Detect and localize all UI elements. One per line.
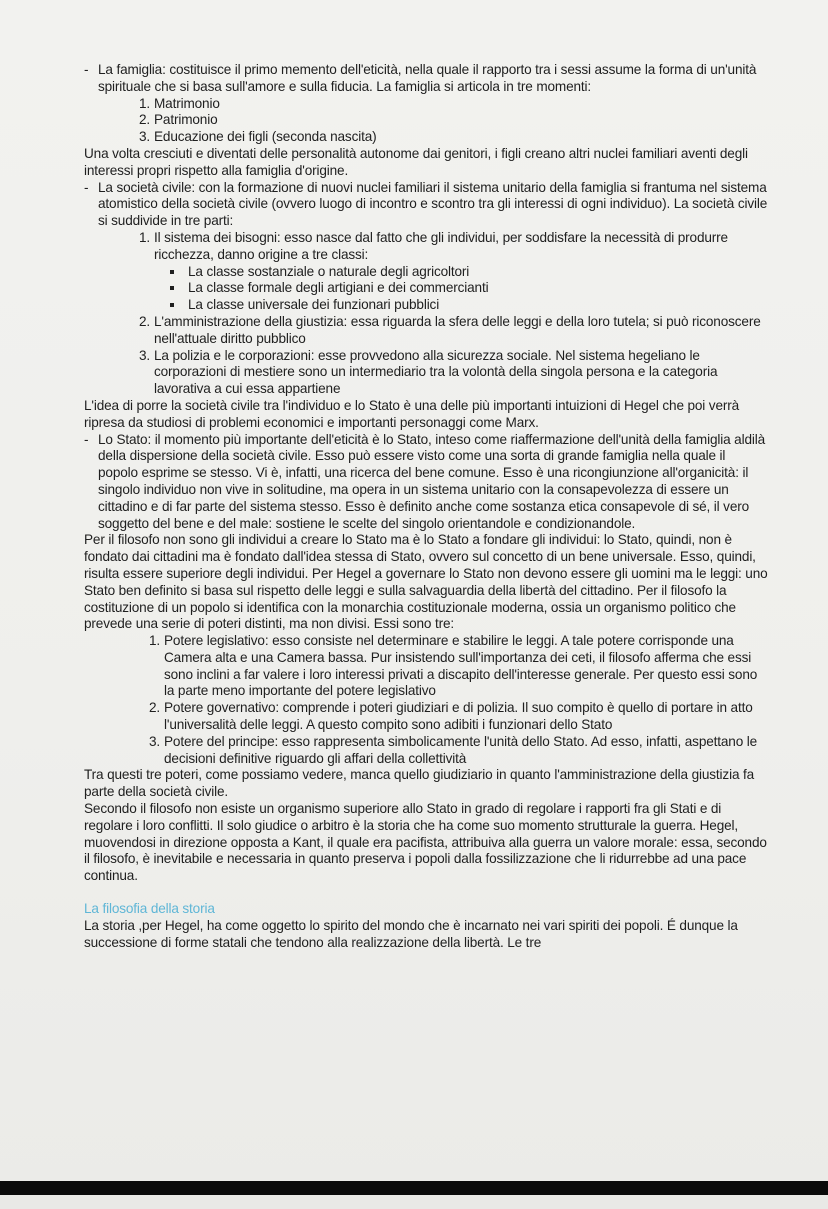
section-heading: La filosofia della storia xyxy=(84,901,215,917)
stato-paragraph-2: Secondo il filosofo non esiste un organismo superiore allo Stato in grado di regolare i rapporti fra gli Stati e di regolare i loro conflitti. Il solo giudice o arbitro è la storia che ha come suo momento strutturale la guerra. Hegel, muovendosi in direzione opposta a Kant, il quale era pacifista, attribuiva alla guerra un valore morale: essa, secondo il filosofo, è inevitabile e necessaria in quanto preserva i popoli dalla fossilizzazione che li ridurrebbe ad una pace continua. xyxy=(84,801,767,884)
list-item: 1. Potere legislativo: esso consiste nel determinare e stabilire le leggi. A tale potere corrisponde una Camera alta e una Camera bassa. Pur insistendo sull'importanza dei ceti, il filosofo afferma che essi sono inclini a far valere i loro interessi privati a discapito dell'interesse generale. Per questo essi sono la parte meno importante del potere legislativo xyxy=(148,633,758,699)
stato-text: Lo Stato: il momento più importante dell'eticità è lo Stato, inteso come riaffermazione dell'unità della famiglia aldilà della dispersione della società civile. Esso può essere visto come una sorta di grande famiglia nella quale il popolo esprime se stesso. Vi è, infatti, una ricerca del bene comune. Esso è una ricongiunzione all'organicità: il singolo individuo non vive in solitudine, ma opera in un sistema unitario con la consapevolezza di essere un cittadino e di far parte del sistema stesso. Esso è definito anche come sostanza etica consapevole di sé, il vero soggetto del bene e del male: sostiene le scelte del singolo orientandole e condizionandole. xyxy=(98,431,765,531)
stato-after-paragraph: Per il filosofo non sono gli individui a creare lo Stato ma è lo Stato a fondare gli individui: lo Stato, quindi, non è fondato dai cittadini ma è fondato dall'idea stessa di Stato, ovvero sul concetto di un bene universale. Esso, quindi, risulta essere superiore degli individui. Per Hegel a governare lo Stato non devono essere gli uomini ma le leggi: uno Stato ben definito si basa sul rispetto delle leggi e sulla salvaguardia della libertà del cittadino. Per il filosofo la costituzione di un popolo si identifica con la monarchia costituzionale moderna, ossia un organismo politico che prevede una serie di poteri distinti, ma non divisi. Essi sono tre: xyxy=(84,532,768,632)
storia-paragraph: La storia ,per Hegel, ha come oggetto lo spirito del mondo che è incarnato nei vari spiriti dei popoli. É dunque la successione di forme statali che tendono alla realizzazione della libertà. Le tre xyxy=(84,917,738,950)
list-item: 2. Potere governativo: comprende i poteri giudiziari e di polizia. Il suo compito è quello di portare in atto l'universalità delle leggi. A questo compito sono adibiti i funzionari dello Stato xyxy=(148,700,753,733)
famiglia-item xyxy=(84,62,768,96)
list-item: 2. L'amministrazione della giustizia: essa riguarda la sfera delle leggi e della loro tutela; si può riconoscere nell'attuale diritto pubblico xyxy=(138,313,761,346)
list-item: 3. La polizia e le corporazioni: esse provvedono alla sicurezza sociale. Nel sistema hegeliano le corporazioni di mestiere sono un intermediario tra la volontà della singola persona e la categoria lavorativa a cui essa appartiene xyxy=(138,347,718,397)
list-item: 3. Educazione dei figli (seconda nascita) xyxy=(138,129,377,145)
list-item: 3. Potere del principe: esso rappresenta simbolicamente l'unità dello Stato. Ad esso, infatti, aspettano le decisioni definitive riguardo gli affari della collettività xyxy=(148,733,758,766)
societa-after-paragraph: L'idea di porre la società civile tra l'individuo e lo Stato è una delle più importanti intuizioni di Hegel che poi verrà ripresa da studiosi di problemi economici e importanti personaggi come Marx. xyxy=(84,397,740,430)
societa-text: La società civile: con la formazione di nuovi nuclei familiari il sistema unitario della famiglia si frantuma nel sistema atomistico della società civile (ovvero luogo di incontro e scontro tra gli interessi di ogni individuo). La società civile si suddivide in tre parti: xyxy=(98,179,768,229)
societa-item xyxy=(84,180,768,230)
societa-parts-list-cont xyxy=(84,314,768,398)
bottom-edge xyxy=(0,1181,828,1195)
list-item: 1. Il sistema dei bisogni: esso nasce dal fatto che gli individui, per soddisfare la necessità di produrre ricchezza, danno origine a tre classi: xyxy=(138,229,728,262)
famiglia-moments-list xyxy=(84,96,768,146)
societa-parts-list xyxy=(84,230,768,264)
list-item: 2. Patrimonio xyxy=(138,112,218,128)
famiglia-text: La famiglia: costituisce il primo memento dell'eticità, nella quale il rapporto tra i sessi assume la forma di un'unità spirituale che si basa sull'amore e sulla fiducia. La famiglia si articola in tre momenti: xyxy=(98,62,757,94)
stato-paragraph-1: Tra questi tre poteri, come possiamo vedere, manca quello giudiziario in quanto l'amministrazione della giustizia fa parte della società civile. xyxy=(84,767,755,800)
famiglia-after-paragraph: Una volta cresciuti e diventati delle personalità autonome dai genitori, i figli creano altri nuclei familiari aventi degli interessi propri rispetto alla famiglia d'origine. xyxy=(84,145,748,178)
stato-item xyxy=(84,432,768,533)
powers-list xyxy=(84,633,768,767)
classes-list xyxy=(84,264,768,314)
list-item: La classe universale dei funzionari pubblici xyxy=(188,297,768,314)
list-item: La classe sostanziale o naturale degli agricoltori xyxy=(188,264,768,281)
list-item: La classe formale degli artigiani e dei commercianti xyxy=(188,280,768,297)
list-item: 1. Matrimonio xyxy=(138,95,220,111)
